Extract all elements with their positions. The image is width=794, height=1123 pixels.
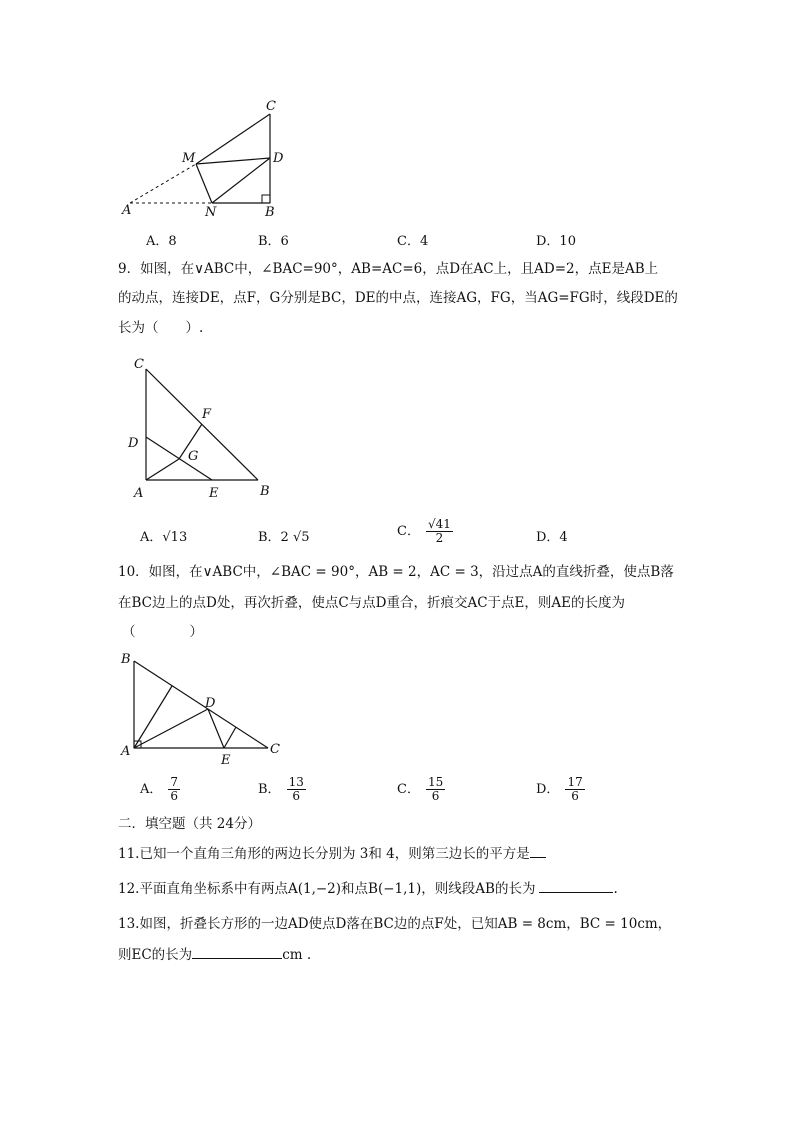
label-f: F	[202, 407, 212, 422]
label-n: N	[205, 205, 217, 220]
q12-end: .	[613, 881, 618, 897]
label-d: D	[128, 436, 139, 451]
q9-line-1: 9．如图，在∨ABC中，∠BAC=90°，AB=AC=6，点D在AC上，且AD=2，点E是AB上	[118, 261, 659, 277]
q9-option-b-value: √5	[292, 530, 310, 545]
q13-answer-blank[interactable]	[192, 944, 282, 959]
label-c: C	[270, 742, 280, 757]
first-fold-line	[134, 686, 172, 748]
q8-option-c[interactable]: C．4	[397, 234, 429, 249]
q9-option-a-value: √13	[162, 530, 188, 545]
fraction-denominator: 6	[292, 789, 301, 803]
q8-option-a[interactable]: A．8	[146, 234, 177, 249]
q9-option-d[interactable]: D．4	[536, 530, 568, 545]
q11-text	[118, 843, 546, 864]
label-b: B	[121, 652, 131, 667]
q10-line-2: 在BC边上的点D处，再次折叠，使点C与点D重合，折痕交AC于点E，则AE的长度为	[118, 595, 626, 611]
label-c: C	[266, 99, 276, 114]
label-m: M	[182, 151, 196, 166]
fraction-denominator: 2	[435, 531, 444, 545]
label-a: A	[122, 203, 132, 218]
q10-option-b[interactable]	[258, 776, 306, 803]
q9-line-2: 的动点，连接DE，点F，G分别是BC，DE的中点，连接AG，FG，当AG=FG时，线段DE的	[118, 290, 678, 306]
q10-line-3: （ ）	[122, 624, 203, 640]
fraction-numerator: 15	[427, 775, 444, 789]
fraction-denominator: 6	[571, 789, 579, 803]
fraction-numerator: 13	[288, 775, 304, 789]
fraction-numerator: 17	[567, 775, 583, 789]
label-a: A	[134, 486, 144, 501]
second-fold-line	[224, 727, 236, 748]
q12-text	[118, 878, 618, 899]
fraction-denominator: 6	[431, 789, 440, 803]
bc-segment	[134, 661, 268, 748]
q12-stem: 12.平面直角坐标系中有两点A(1,−2)和点B(−1,1)，则线段AB的长为	[118, 881, 536, 897]
q9-option-b-label: B．2	[258, 530, 293, 545]
q11-stem: 11.已知一个直角三角形的两边长分别为 3和 4，则第三边长的平方是	[118, 846, 530, 862]
q10-line-1: 10．如图，在∨ABC中，∠BAC = 90°，AB = 2，AC = 3，沿过点A的直线折叠，使点B落	[118, 564, 674, 580]
section-title: 二．填空题（共 24分）	[118, 816, 261, 832]
q10-option-c-label: C．	[397, 782, 420, 797]
q13-line-1: 13.如图，折叠长方形的一边AD使点D落在BC边的点F处，已知AB = 8cm，BC = 10cm，	[118, 916, 672, 932]
label-d: D	[273, 151, 284, 166]
q10-option-d-label: D．	[536, 782, 560, 797]
label-e: E	[221, 753, 231, 768]
q9-option-a-label: A．	[140, 530, 163, 545]
label-g: G	[188, 449, 199, 464]
q10-option-b-label: B．	[258, 782, 281, 797]
q13-stem: 则EC的长为	[118, 947, 193, 963]
q10-option-a-label: A．	[140, 782, 163, 797]
q13-unit: cm .	[282, 947, 312, 963]
label-a: A	[121, 744, 131, 759]
q10-option-b-fraction	[287, 776, 306, 803]
q10-option-c-fraction	[426, 776, 445, 803]
fraction-denominator: 6	[170, 789, 179, 803]
label-b: B	[265, 205, 275, 220]
q10-option-d[interactable]	[536, 776, 585, 803]
q9-line-3: 长为（ ）.	[118, 320, 204, 336]
label-b: B	[260, 484, 270, 499]
q12-answer-blank[interactable]	[539, 878, 613, 893]
q10-option-a-fraction	[168, 776, 180, 803]
q10-option-a[interactable]	[140, 776, 180, 803]
q11-answer-blank[interactable]	[530, 843, 546, 858]
q10-option-c[interactable]	[397, 776, 445, 803]
q9-option-c-label: C．	[397, 524, 420, 539]
label-d: D	[205, 696, 216, 711]
q10-option-d-fraction	[565, 776, 584, 803]
label-e: E	[209, 486, 219, 501]
fraction-numerator: 7	[170, 775, 179, 789]
q8-option-b[interactable]: B．6	[258, 234, 289, 249]
label-c: C	[134, 357, 144, 372]
fraction-numerator: √41	[427, 517, 451, 531]
q13-line-2	[118, 944, 311, 965]
ad-segment	[134, 709, 208, 748]
q8-option-d[interactable]: D．10	[536, 234, 576, 249]
